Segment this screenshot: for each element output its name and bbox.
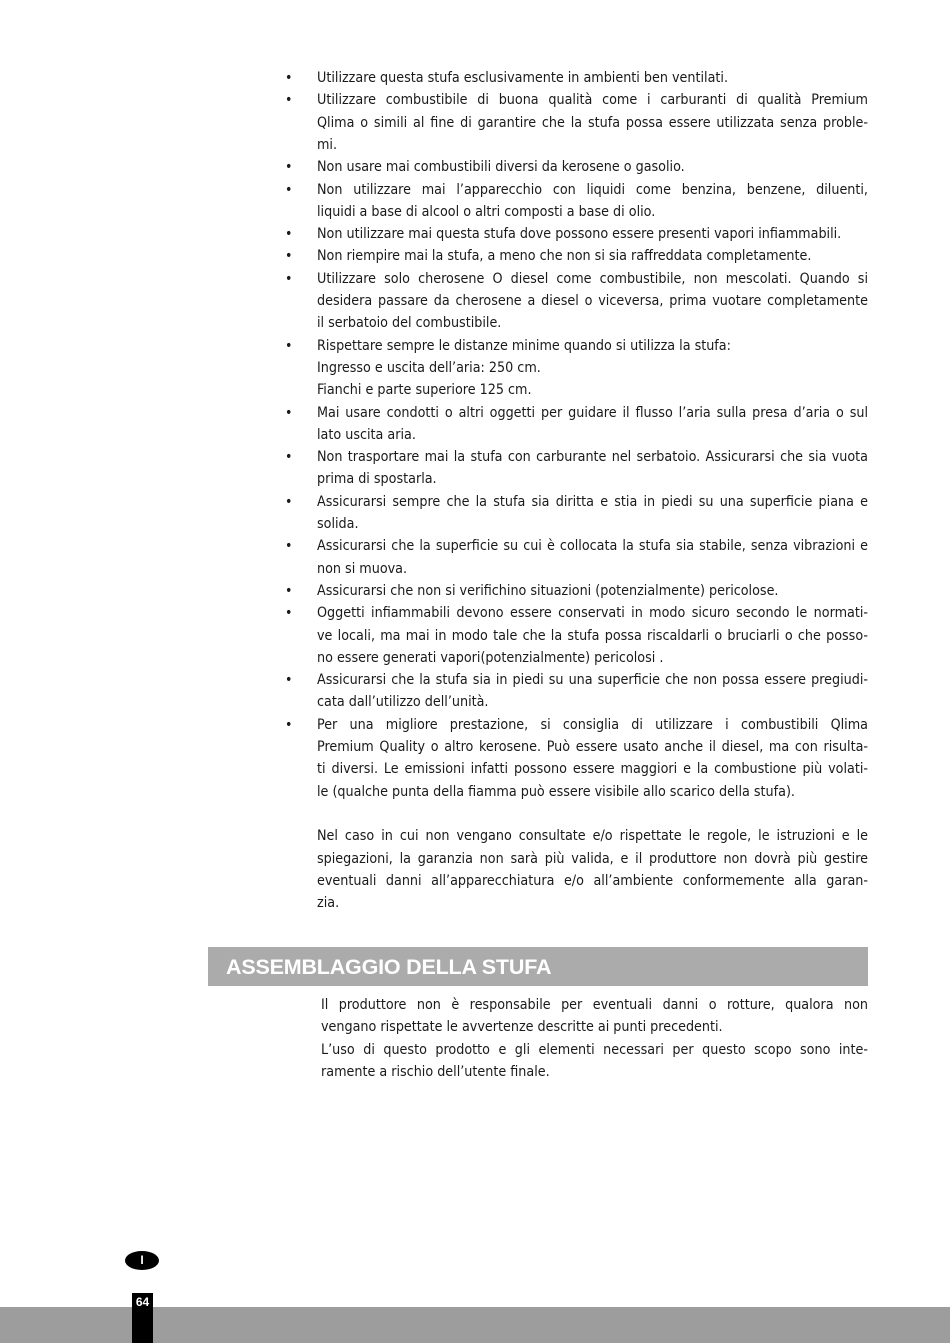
warranty-paragraph-line: spiegazioni, la garanzia non sarà più valida, e il produttore non dovrà più gestire xyxy=(317,850,868,867)
list-item-line: Non riempire mai la stufa, a meno che non si sia raffreddata completamente. xyxy=(317,248,812,265)
list-item-line: Rispettare sempre le distanze minime quando si utilizza la stufa: xyxy=(317,337,731,354)
bullet-icon: • xyxy=(285,538,293,555)
section-paragraph-line: ramente a rischio dell’utente finale. xyxy=(321,1063,550,1080)
list-item-line: mi. xyxy=(317,136,338,153)
bullet-icon: • xyxy=(285,337,293,354)
list-item-line: desidera passare da cherosene a diesel o viceversa, prima vuotare completamente xyxy=(317,293,868,309)
bullet-icon: • xyxy=(285,248,293,265)
list-item-line: ve locali, ma mai in modo tale che la stufa possa riscaldarli o bruciarli o che posso- xyxy=(317,627,868,644)
bullet-icon: • xyxy=(285,449,293,466)
list-item-line: prima di spostarla. xyxy=(317,471,437,488)
list-item-line: Assicurarsi che la stufa sia in piedi su una superficie che non possa essere pregiudi- xyxy=(317,672,868,689)
list-item-line: no essere generati vapori(potenzialmente) pericolosi . xyxy=(317,649,664,666)
list-item-line: Ingresso e uscita dell’aria: 250 cm. xyxy=(317,359,541,376)
list-item-line: Premium Quality o altro kerosene. Può essere usato anche il diesel, ma con risulta- xyxy=(317,739,868,755)
list-item-line: Non trasportare mai la stufa con carburante nel serbatoio. Assicurarsi che sia vuota xyxy=(317,449,868,466)
bullet-icon: • xyxy=(285,181,293,198)
bullet-icon: • xyxy=(285,270,293,287)
list-item-line: le (qualche punta della fiamma può essere visibile allo scarico della stufa). xyxy=(317,783,795,800)
list-item-line: Utilizzare questa stufa esclusivamente in ambienti ben ventilati. xyxy=(317,70,729,86)
list-item-line: lato uscita aria. xyxy=(317,426,416,443)
list-item-line: Qlima o simili al fine di garantire che la stufa possa essere utilizzata senza proble- xyxy=(317,114,868,131)
list-item-line: Per una migliore prestazione, si consiglia di utilizzare i combustibili Qlima xyxy=(317,716,868,733)
list-item-line: ti diversi. Le emissioni infatti possono essere maggiori e la combustione più volati- xyxy=(317,761,868,778)
section-paragraph-line: vengano rispettate le avvertenze descritte ai punti precedenti. xyxy=(321,1019,723,1036)
list-item-line: il serbatoio del combustibile. xyxy=(317,315,502,332)
page-number: 64 xyxy=(132,1293,153,1343)
section-header xyxy=(208,947,868,986)
warranty-paragraph-line: zia. xyxy=(317,895,340,912)
section-paragraph-line: L’uso di questo prodotto e gli elementi necessari per questo scopo sono inte- xyxy=(321,1041,868,1058)
warranty-paragraph-line: Nel caso in cui non vengano consultate e/o rispettate le regole, le istruzioni e le xyxy=(317,828,868,845)
list-item-line: Non utilizzare mai questa stufa dove possono essere presenti vapori infiammabili. xyxy=(317,226,842,243)
list-item-line: Fianchi e parte superiore 125 cm. xyxy=(317,382,532,399)
language-badge: I xyxy=(125,1251,159,1270)
list-item-line: Mai usare condotti o altri oggetti per guidare il flusso l’aria sulla presa d’aria o sul xyxy=(317,404,868,421)
bullet-icon: • xyxy=(285,605,293,622)
list-item-line: liquidi a base di alcool o altri composti a base di olio. xyxy=(317,203,656,220)
list-item-line: Non utilizzare mai l’apparecchio con liquidi come benzina, benzene, diluenti, xyxy=(317,181,868,198)
section-title: ASSEMBLAGGIO DELLA STUFA xyxy=(226,955,552,979)
list-item-line: Assicurarsi che la superficie su cui è collocata la stufa sia stabile, senza vibrazioni e xyxy=(317,538,868,555)
bullet-icon: • xyxy=(285,159,293,176)
list-item-line: Assicurarsi sempre che la stufa sia diritta e stia in piedi su una superficie piana e xyxy=(317,493,868,510)
bullet-icon: • xyxy=(285,582,293,599)
list-item-line: non si muova. xyxy=(317,560,408,577)
list-item-line: Utilizzare solo cherosene O diesel come combustibile, non mescolati. Quando si xyxy=(317,270,868,287)
list-item-line: Assicurarsi che non si verifichino situazioni (potenzialmente) pericolose. xyxy=(317,582,779,599)
list-item-line: Utilizzare combustibile di buona qualità come i carburanti di qualità Premium xyxy=(317,92,868,109)
bullet-icon: • xyxy=(285,70,293,86)
section-paragraph-line: Il produttore non è responsabile per eventuali danni o rotture, qualora non xyxy=(321,997,868,1013)
bullet-icon: • xyxy=(285,226,293,243)
bullet-icon: • xyxy=(285,493,293,510)
list-item-line: solida. xyxy=(317,516,359,532)
list-item-line: cata dall’utilizzo dell’unità. xyxy=(317,694,489,711)
bullet-icon: • xyxy=(285,716,293,733)
warranty-paragraph-line: eventuali danni all’apparecchiatura e/o all’ambiente conformemente alla garan- xyxy=(317,872,868,889)
bullet-icon: • xyxy=(285,672,293,689)
bullet-icon: • xyxy=(285,404,293,421)
list-item-line: Oggetti infiammabili devono essere conservati in modo sicuro secondo le normati- xyxy=(317,605,868,622)
list-item-line: Non usare mai combustibili diversi da kerosene o gasolio. xyxy=(317,159,685,176)
bullet-icon: • xyxy=(285,92,293,109)
